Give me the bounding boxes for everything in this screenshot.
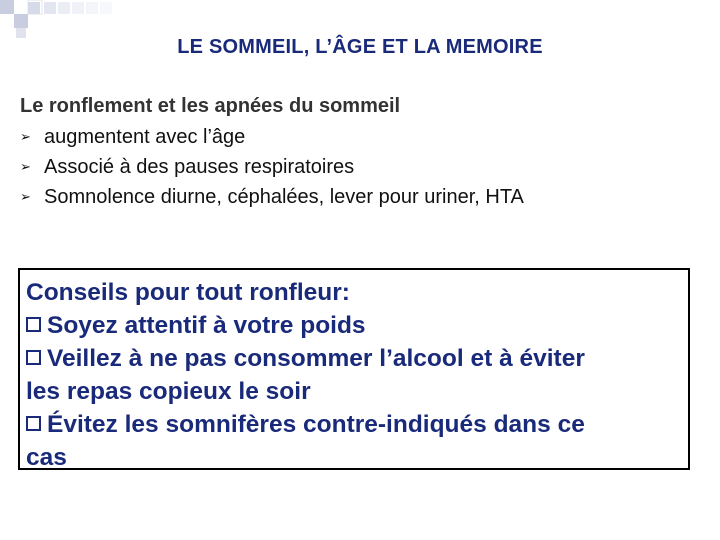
- list-item: [20, 122, 700, 152]
- advice-box: [18, 268, 690, 470]
- advice-text: Veillez à ne pas consommer l’alcool et à éviter: [47, 345, 585, 372]
- intro-section: [20, 95, 700, 212]
- list-item: [20, 152, 700, 182]
- decorative-squares: [0, 0, 150, 40]
- bullet-list: [20, 122, 700, 212]
- bullet-text: augmentent avec l’âge: [44, 126, 246, 148]
- list-item: [20, 182, 700, 212]
- advice-item: [26, 309, 688, 342]
- square-bullet-icon: [26, 350, 41, 365]
- arrow-bullet-icon: ➢: [20, 189, 31, 204]
- bullet-text: Associé à des pauses respiratoires: [44, 156, 355, 178]
- arrow-bullet-icon: ➢: [20, 159, 31, 174]
- square-bullet-icon: [26, 317, 41, 332]
- bullet-text: Somnolence diurne, céphalées, lever pour uriner, HTA: [44, 186, 524, 208]
- advice-continuation: cas: [26, 444, 67, 471]
- arrow-bullet-icon: ➢: [20, 129, 31, 144]
- square-bullet-icon: [26, 416, 41, 431]
- advice-continuation: les repas copieux le soir: [26, 378, 311, 405]
- advice-item: [26, 342, 688, 375]
- advice-text: Évitez les somnifères contre-indiqués dans ce: [47, 411, 585, 438]
- intro-heading: Le ronflement et les apnées du sommeil: [20, 95, 401, 117]
- advice-item: [26, 408, 688, 441]
- slide-title: LE SOMMEIL, L’ÂGE ET LA MEMOIRE: [177, 36, 543, 58]
- advice-text: Soyez attentif à votre poids: [47, 312, 366, 339]
- advice-heading: Conseils pour tout ronfleur:: [26, 279, 350, 306]
